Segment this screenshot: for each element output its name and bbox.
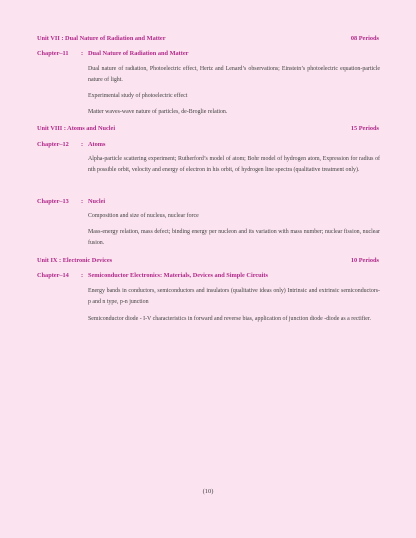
chapter-title: Semiconductor Electronics: Materials, Devices and Simple Circuits [88,272,268,279]
unit-heading [37,125,379,132]
unit-title: Unit VIII : Atoms and Nuclei [37,125,116,132]
page-number: (10) [202,488,214,495]
unit-periods: 10 Periods [350,257,379,264]
chapter-colon: : [81,141,84,148]
paragraph: Composition and size of nucleus, nuclear force [88,213,199,219]
unit-title: Unit IX : Electronic Devices [37,257,113,264]
chapter-number: Chapter–13 [37,198,69,205]
chapter-colon: : [81,50,84,57]
paragraph: Mass-energy relation, mass defect; binding energy per nucleon and its variation with mass number; nuclear fission, nuclear fusion. [88,229,380,247]
chapter-title: Nuclei [88,198,106,205]
paragraph: Semiconductor diode - I-V characteristics in forward and reverse bias, application of junction diode -diode as a rectifier. [88,316,372,322]
chapter-title: Dual Nature of Radiation and Matter [88,50,189,57]
chapter-number: Chapter–12 [37,141,69,148]
unit-title: Unit VII : Dual Nature of Radiation and Matter [37,35,166,42]
paragraph: Dual nature of radiation, Photoelectric effect, Hertz and Lenard’s observations; Einstein’s photoelectric equation-particle nature of light. [88,66,380,84]
chapter-colon: : [81,198,84,205]
unit-heading [37,35,379,42]
unit-periods: 08 Periods [350,35,379,42]
unit-periods: 15 Periods [350,125,379,132]
chapter-number: Chapter–14 [37,272,69,279]
paragraph: Matter waves-wave nature of particles, de-Broglie relation. [88,109,228,115]
unit-heading [37,257,379,264]
paragraph: Energy bands in conductors, semiconductors and insulators (qualitative ideas only) Intrinsic and extrinsic semiconductors- p and n type, p-n junction [88,288,380,306]
chapter-number: Chapter–11 [37,50,69,57]
chapter-title: Atoms [88,141,106,148]
paragraph: Alpha-particle scattering experiment; Rutherford’s model of atom; Bohr model of hydrogen atom, Expression for radius of nth possible orbit, velocity and energy of electron in his orbit, of hydrogen line spectra (qualitative treatment only). [88,156,380,174]
chapter-colon: : [81,272,84,279]
paragraph: Experimental study of photoelectric effect [88,93,188,99]
